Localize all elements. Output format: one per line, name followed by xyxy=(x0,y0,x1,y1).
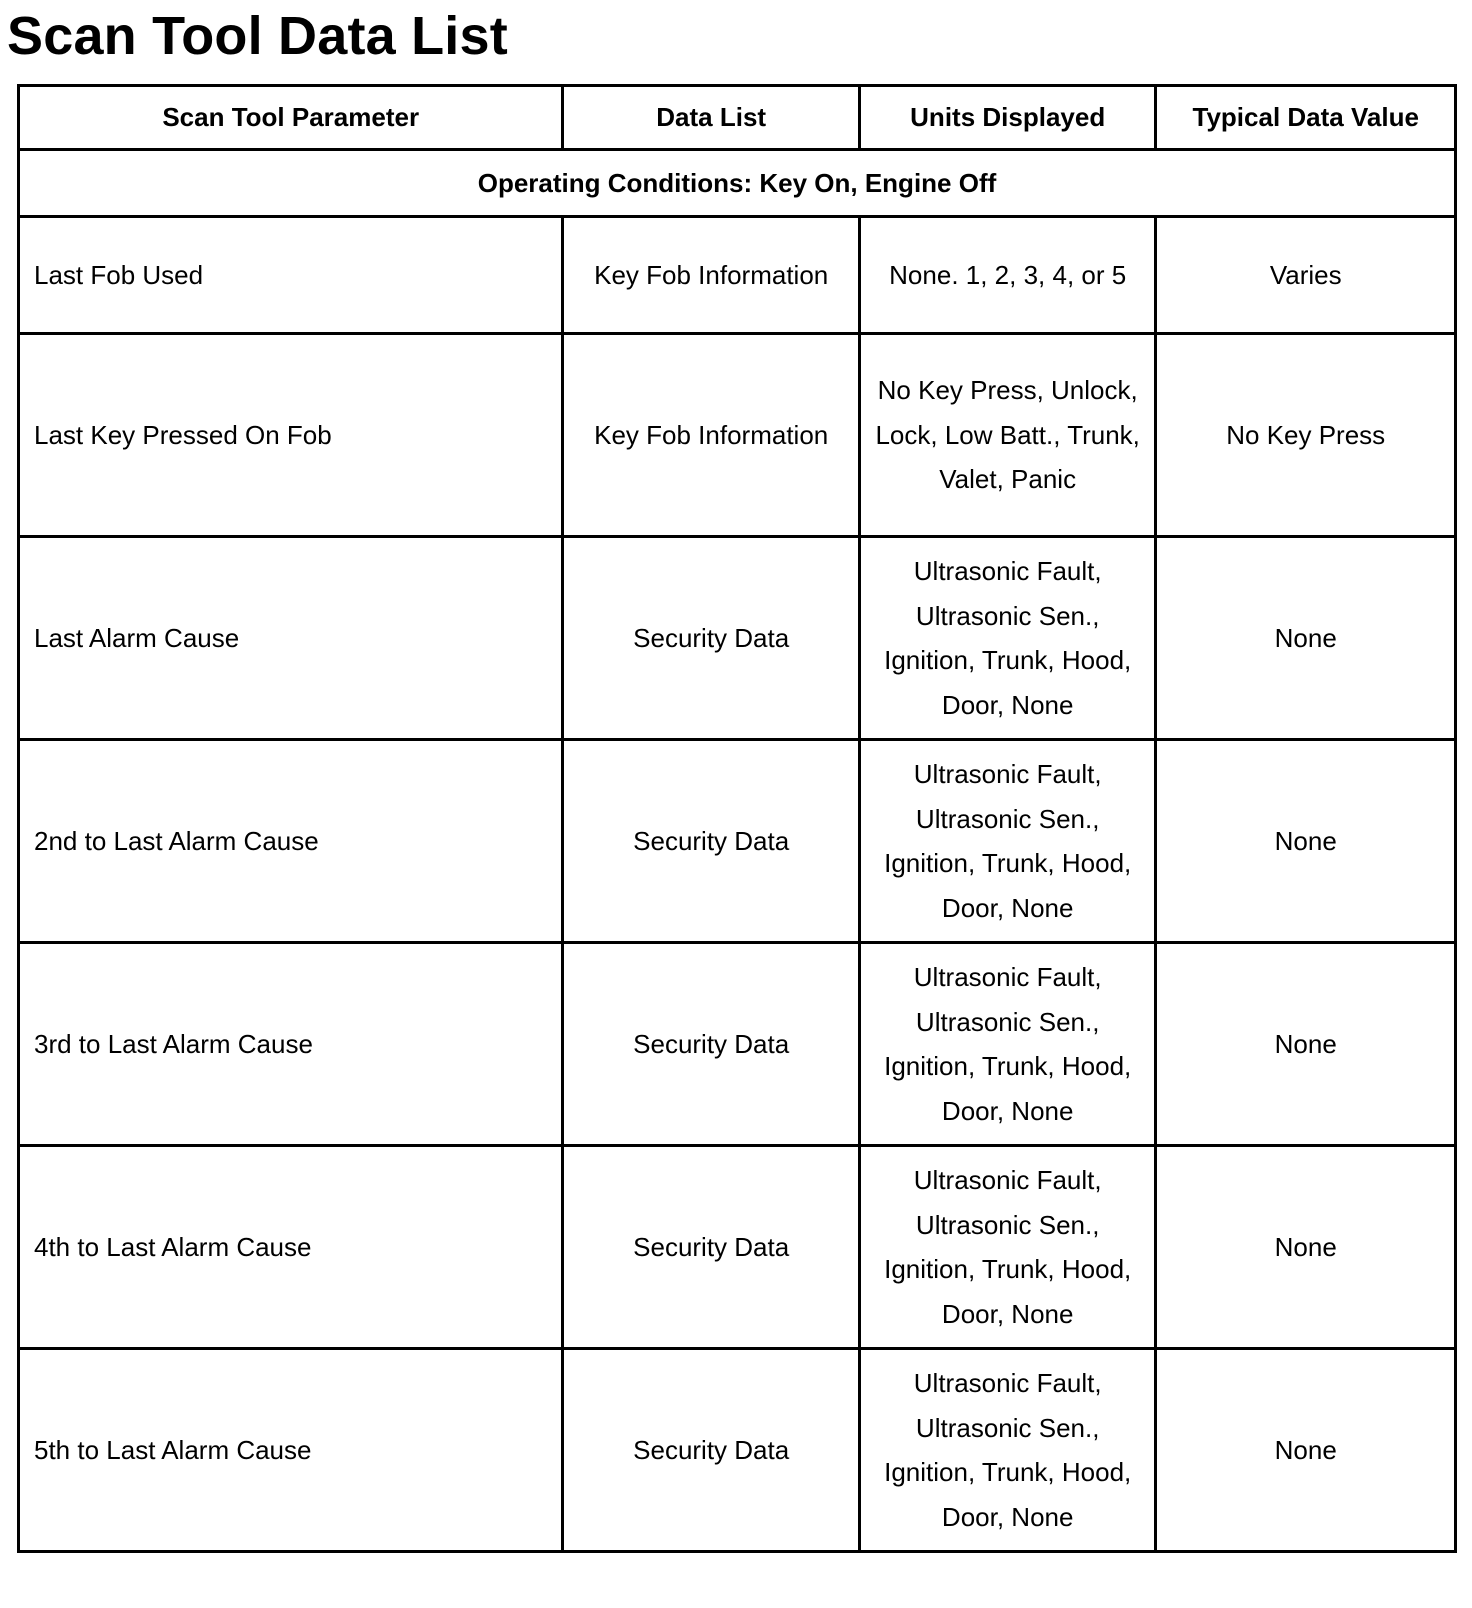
table-row xyxy=(19,537,1456,740)
parameter-cell: 2nd to Last Alarm Cause xyxy=(19,740,563,943)
parameter-cell: 5th to Last Alarm Cause xyxy=(19,1349,563,1552)
header-units-displayed: Units Displayed xyxy=(859,86,1156,150)
data-list-cell: Security Data xyxy=(563,1146,860,1349)
table-row xyxy=(19,1349,1456,1552)
table-row xyxy=(19,1146,1456,1349)
table-row xyxy=(19,217,1456,334)
units-cell: No Key Press, Unlock, Lock, Low Batt., Trunk, Valet, Panic xyxy=(859,334,1156,537)
typical-value-cell: No Key Press xyxy=(1156,334,1456,537)
data-list-cell: Key Fob Information xyxy=(563,334,860,537)
typical-value-cell: None xyxy=(1156,1349,1456,1552)
parameter-cell: Last Alarm Cause xyxy=(19,537,563,740)
typical-value-cell: None xyxy=(1156,537,1456,740)
header-typical-data-value: Typical Data Value xyxy=(1156,86,1456,150)
table-row xyxy=(19,943,1456,1146)
header-data-list: Data List xyxy=(563,86,860,150)
data-list-cell: Security Data xyxy=(563,1349,860,1552)
typical-value-cell: None xyxy=(1156,943,1456,1146)
units-cell: Ultrasonic Fault, Ultrasonic Sen., Ignition, Trunk, Hood, Door, None xyxy=(859,943,1156,1146)
data-list-cell: Security Data xyxy=(563,537,860,740)
header-scan-tool-parameter: Scan Tool Parameter xyxy=(19,86,563,150)
data-list-cell: Security Data xyxy=(563,740,860,943)
table-row xyxy=(19,740,1456,943)
parameter-cell: Last Key Pressed On Fob xyxy=(19,334,563,537)
data-list-cell: Key Fob Information xyxy=(563,217,860,334)
parameter-cell: Last Fob Used xyxy=(19,217,563,334)
units-cell: None. 1, 2, 3, 4, or 5 xyxy=(859,217,1156,334)
typical-value-cell: None xyxy=(1156,740,1456,943)
scan-tool-data-table xyxy=(17,84,1457,1553)
parameter-cell: 3rd to Last Alarm Cause xyxy=(19,943,563,1146)
table-header-row xyxy=(19,86,1456,150)
units-cell: Ultrasonic Fault, Ultrasonic Sen., Ignition, Trunk, Hood, Door, None xyxy=(859,1146,1156,1349)
parameter-cell: 4th to Last Alarm Cause xyxy=(19,1146,563,1349)
units-cell: Ultrasonic Fault, Ultrasonic Sen., Ignition, Trunk, Hood, Door, None xyxy=(859,537,1156,740)
typical-value-cell: Varies xyxy=(1156,217,1456,334)
units-cell: Ultrasonic Fault, Ultrasonic Sen., Ignition, Trunk, Hood, Door, None xyxy=(859,740,1156,943)
section-row-operating-conditions xyxy=(19,150,1456,217)
typical-value-cell: None xyxy=(1156,1146,1456,1349)
units-cell: Ultrasonic Fault, Ultrasonic Sen., Ignition, Trunk, Hood, Door, None xyxy=(859,1349,1156,1552)
page-title: Scan Tool Data List xyxy=(7,6,508,66)
data-list-cell: Security Data xyxy=(563,943,860,1146)
section-label: Operating Conditions: Key On, Engine Off xyxy=(19,150,1456,217)
table-row xyxy=(19,334,1456,537)
